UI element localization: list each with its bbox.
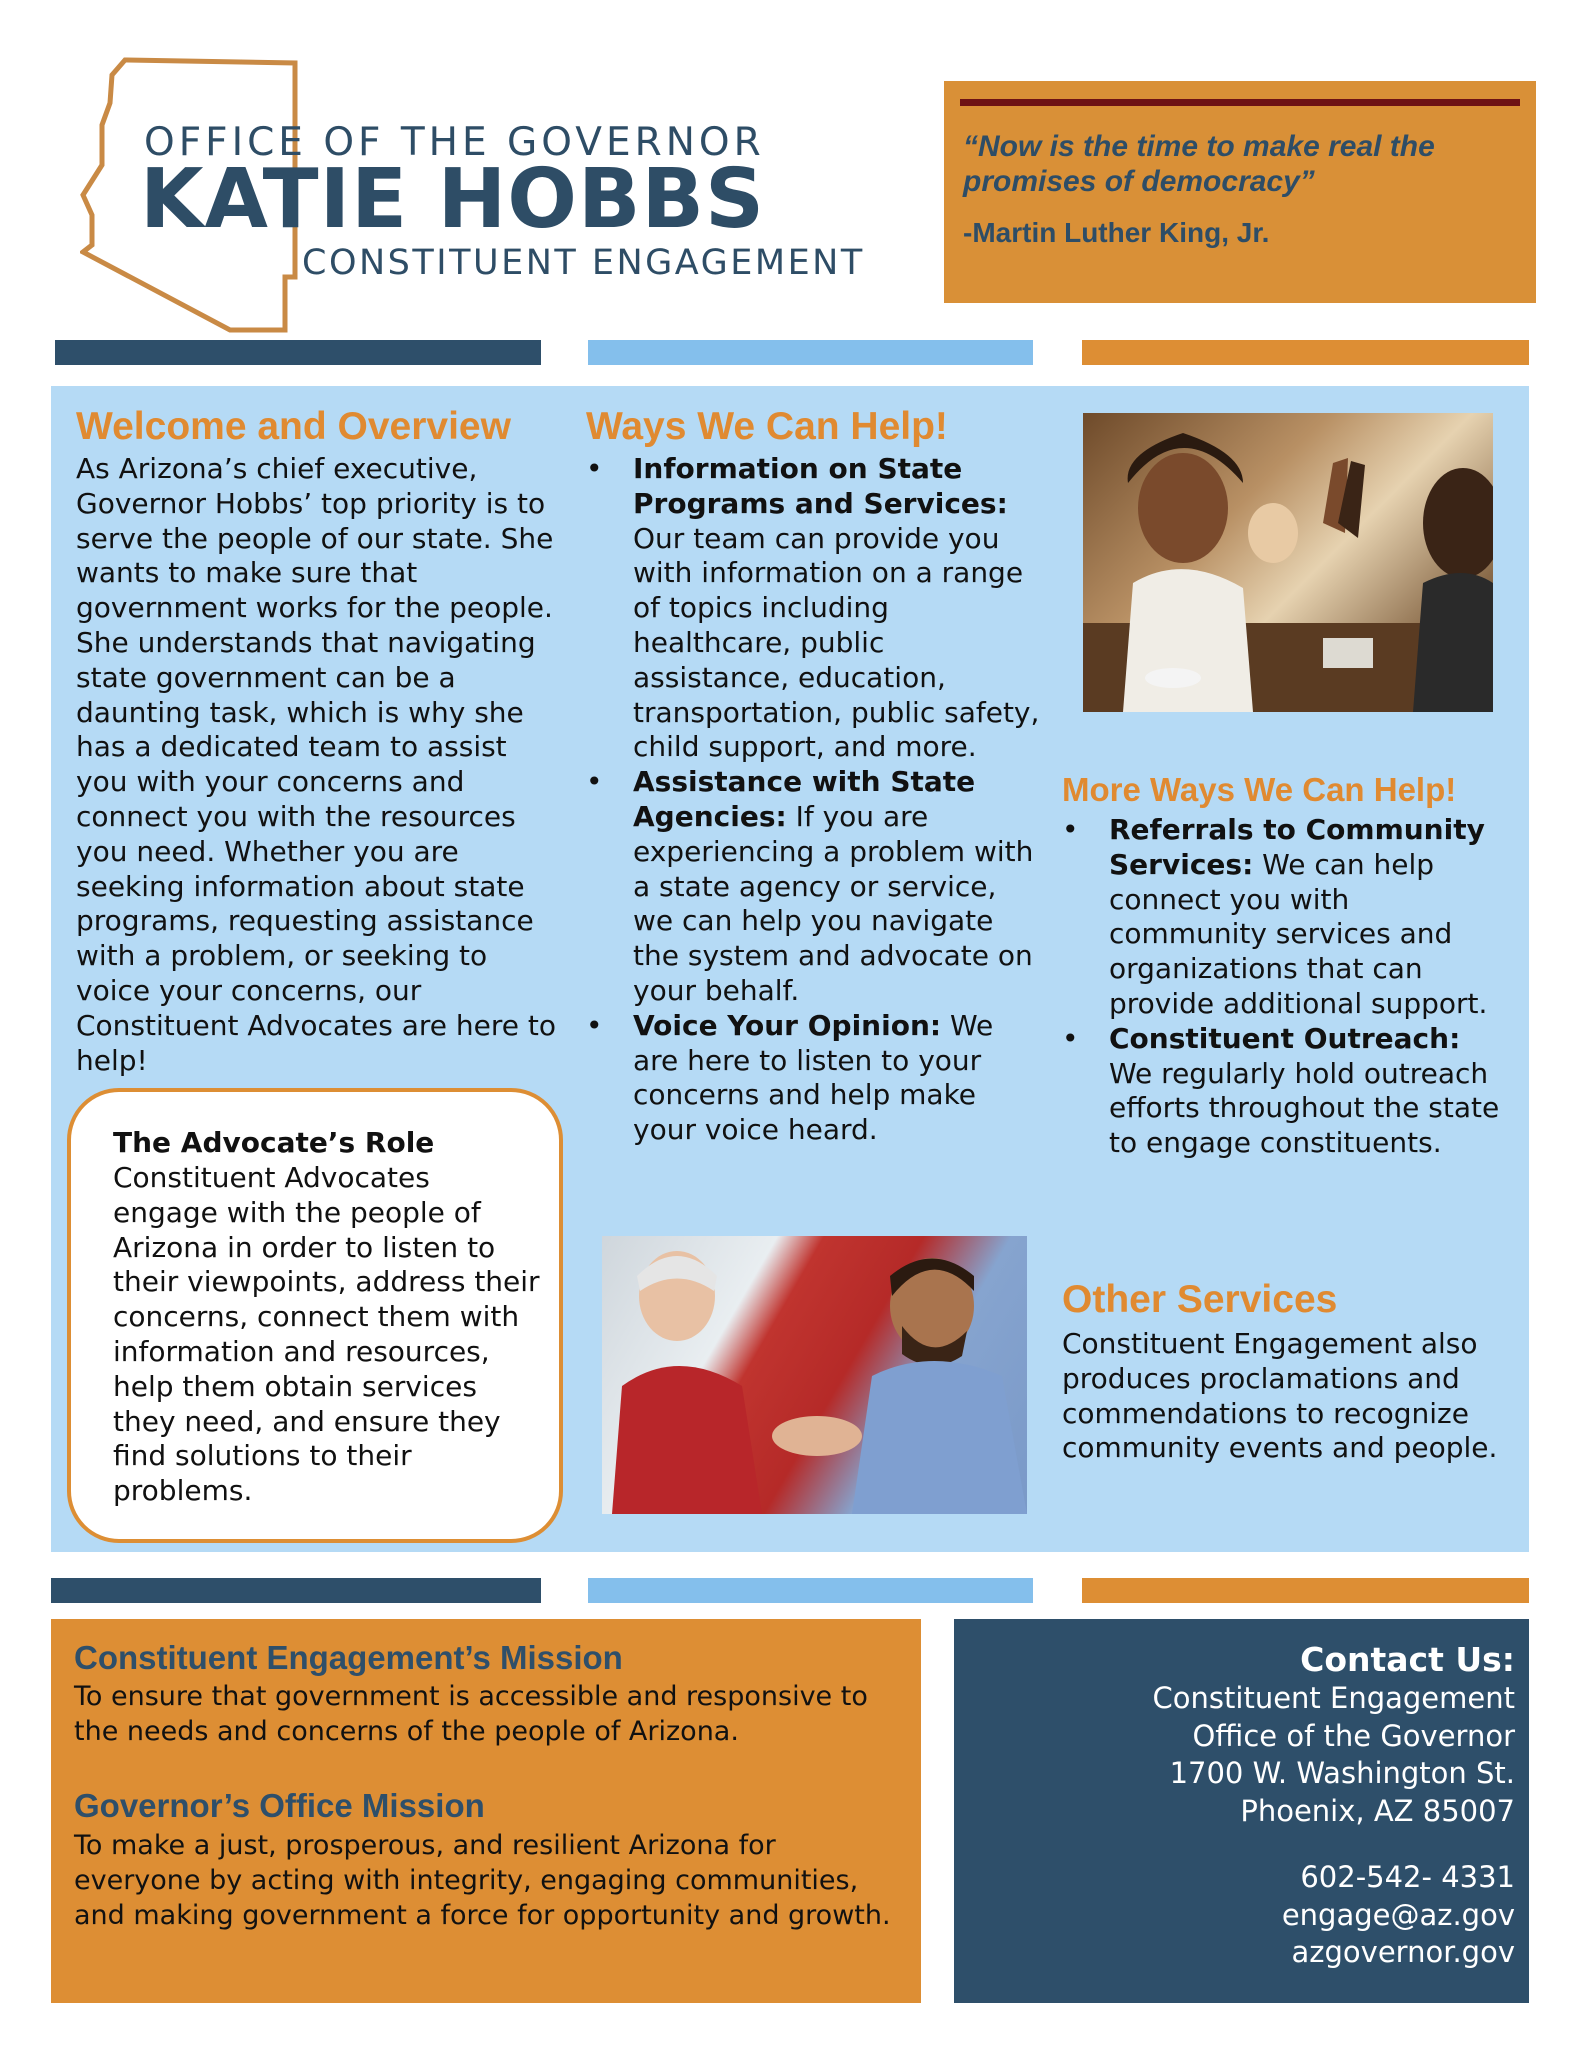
- item-label: Constituent Outreach:: [1109, 1021, 1461, 1055]
- contact-street: 1700 W. Washington St.: [1169, 1756, 1515, 1791]
- bullet-icon: •: [1062, 813, 1079, 846]
- list-item: [1062, 813, 1502, 1022]
- advocate-helping-senior-photo: [602, 1236, 1027, 1514]
- list-item: [1062, 1022, 1502, 1161]
- ways-title: Ways We Can Help!: [586, 405, 948, 448]
- divider-bar-light-blue: [588, 1578, 1033, 1603]
- list-item: [586, 765, 1041, 1009]
- ce-mission-title: Constituent Engagement’s Mission: [74, 1639, 623, 1676]
- item-text: Our team can provide you with information on a range of topics including healthcare, public assistance, education, transportation, public safety, child support, and more.: [633, 521, 1040, 764]
- contact-city: Phoenix, AZ 85007: [1240, 1793, 1515, 1828]
- contact-methods: [1035, 1859, 1515, 1972]
- divider-bar-light-blue: [588, 340, 1033, 365]
- more-ways-list: [1062, 813, 1502, 1161]
- item-text: If you are experiencing a problem with a state agency or service, we can help you navigate the system and advocate on your behalf.: [633, 799, 1034, 1007]
- item-text: We regularly hold outreach efforts throughout the state to engage constituents.: [1109, 1056, 1500, 1160]
- contact-address: [1035, 1680, 1515, 1830]
- bullet-icon: •: [586, 765, 603, 799]
- divider-bar-navy: [55, 340, 541, 365]
- item-label: Assistance with State Agencies:: [633, 765, 976, 833]
- gov-mission-body: To make a just, prosperous, and resilient Arizona for everyone by acting with integrity, engaging communities, and making government a force for opportunity and growth.: [74, 1830, 891, 1931]
- other-services-body: Constituent Engagement also produces proclamations and commendations to recognize community events and people.: [1062, 1327, 1498, 1465]
- ways-list: [586, 452, 1041, 1148]
- bullet-icon: •: [1062, 1021, 1079, 1055]
- contact-website[interactable]: azgovernor.gov: [1291, 1935, 1515, 1970]
- item-text: We can help connect you with community services and organizations that can provide additional support.: [1109, 847, 1488, 1020]
- divider-bar-orange: [1082, 340, 1529, 365]
- quote-attribution: -Martin Luther King, Jr.: [963, 217, 1270, 248]
- list-item: [586, 452, 1041, 765]
- welcome-title: Welcome and Overview: [76, 405, 511, 448]
- quote-box: [944, 81, 1536, 303]
- item-text: We are here to listen to your concerns and help make your voice heard.: [633, 1008, 994, 1147]
- item-label: Voice Your Opinion:: [633, 1008, 942, 1042]
- bullet-icon: •: [586, 452, 603, 485]
- contact-title: Contact Us:: [1300, 1640, 1515, 1679]
- divider-bar-orange: [1082, 1578, 1529, 1603]
- item-label: Information on State Programs and Services:: [633, 452, 1008, 520]
- contact-email[interactable]: engage@az.gov: [1281, 1897, 1515, 1932]
- department-subtitle: CONSTITUENT ENGAGEMENT: [302, 243, 865, 283]
- item-label: Referrals to Community Services:: [1109, 813, 1485, 881]
- list-item: [586, 1009, 1041, 1148]
- contact-office: Office of the Governor: [1192, 1718, 1515, 1753]
- welcome-body: As Arizona’s chief executive, Governor Hobbs’ top priority is to serve the people of our state. She wants to make sure that government works for the people. She understands that navigating state government can be a daunting task, which is why she has a dedicated team to assist you with your concerns and connect you with the resources you need. Whether you are seeking information about state programs, requesting assistance with a problem, or seeking to voice your concerns, our Constituent Advocates are here to help!: [76, 452, 557, 1077]
- advocate-role-title: The Advocate’s Role: [113, 1126, 435, 1159]
- ce-mission-body: To ensure that government is accessible and responsive to the needs and concerns of the people of Arizona.: [74, 1681, 868, 1747]
- contact-phone: 602-542- 4331: [1300, 1860, 1515, 1894]
- quote-rule: [960, 99, 1520, 106]
- advocate-role-body: Constituent Advocates engage with the people of Arizona in order to listen to their viewpoints, address their concerns, connect them with information and resources, help them obtain services they need, and ensure they find solutions to their problems.: [113, 1161, 540, 1508]
- team-high-five-photo: [1083, 413, 1493, 712]
- governor-name: KATIE HOBBS: [140, 152, 766, 247]
- more-ways-title: More Ways We Can Help!: [1062, 771, 1457, 808]
- gov-mission-title: Governor’s Office Mission: [74, 1787, 485, 1824]
- contact-org: Constituent Engagement: [1152, 1681, 1515, 1715]
- divider-bar-navy: [51, 1578, 541, 1603]
- office-line: OFFICE OF THE GOVERNOR: [144, 120, 765, 165]
- quote-text: “Now is the time to make real the promises of democracy”: [963, 130, 1435, 198]
- other-services-title: Other Services: [1062, 1278, 1338, 1321]
- bullet-icon: •: [586, 1008, 603, 1042]
